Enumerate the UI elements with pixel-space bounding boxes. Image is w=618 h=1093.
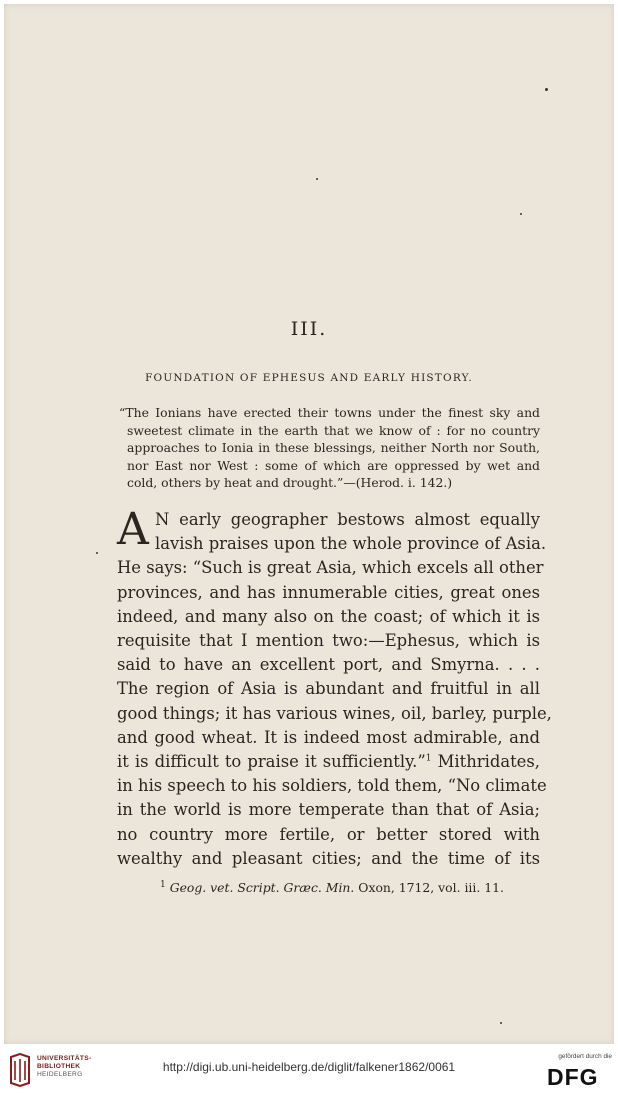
scan-speck bbox=[545, 88, 548, 91]
scan-speck bbox=[316, 178, 318, 180]
epigraph-line: nor East nor West : some of which are oppressed by wet and bbox=[127, 457, 540, 473]
scan-speck bbox=[520, 213, 522, 215]
scan-speck bbox=[500, 1022, 502, 1024]
body-line: in the world is more temperate than that of Asia; bbox=[117, 800, 540, 820]
source-url[interactable]: http://digi.ub.uni-heidelberg.de/diglit/falkener1862/0061 bbox=[162, 1060, 456, 1074]
body-line-text: it is difficult to praise it sufficiently.” bbox=[117, 752, 426, 772]
body-line: The region of Asia is abundant and fruitful in all bbox=[117, 679, 540, 699]
body-line: and good wheat. It is indeed most admirable, and bbox=[117, 727, 540, 747]
body-line: in his speech to his soldiers, told them, “No climate bbox=[117, 776, 547, 796]
epigraph-line: cold, others by heat and drought.”—(Herod. i. 142.) bbox=[127, 475, 453, 491]
footnote-marker: 1 bbox=[160, 879, 166, 890]
body-line: said to have an excellent port, and Smyrna. . . . bbox=[117, 655, 540, 675]
library-line: UNIVERSITÄTS- bbox=[37, 1055, 92, 1062]
footnote-rest: Oxon, 1712, vol. iii. 11. bbox=[358, 880, 504, 895]
library-line: HEIDELBERG bbox=[37, 1071, 83, 1078]
body-line: wealthy and pleasant cities; and the time of its bbox=[117, 848, 540, 868]
epigraph bbox=[119, 404, 540, 492]
scan-speck bbox=[96, 552, 98, 554]
epigraph-line: approaches to Ionia in these blessings, neither North nor South, bbox=[127, 440, 540, 456]
body-line-tail: Mithridates, bbox=[437, 752, 540, 772]
footnote-reference: 1 bbox=[425, 753, 432, 764]
body-line: indeed, and many also on the coast; of which it is bbox=[117, 606, 540, 626]
footnote bbox=[160, 880, 504, 895]
body-line: N early geographer bestows almost equally bbox=[155, 510, 540, 529]
library-line: BIBLIOTHEK bbox=[37, 1063, 81, 1070]
body-line: good things; it has various wines, oil, barley, purple, bbox=[117, 703, 552, 723]
footnote-italic: Geog. vet. Script. Græc. Min. bbox=[169, 880, 355, 895]
chapter-title: FOUNDATION OF EPHESUS AND EARLY HISTORY. bbox=[145, 372, 473, 384]
body-line: provinces, and has innumerable cities, great ones bbox=[117, 582, 540, 602]
funding-note: gefördert durch die bbox=[558, 1053, 612, 1060]
body-line bbox=[117, 750, 540, 774]
body-line: no country more fertile, or better stored with bbox=[117, 824, 540, 844]
epigraph-line: “The Ionians have erected their towns under the finest sky and bbox=[119, 405, 540, 420]
body-line: lavish praises upon the whole province of Asia. bbox=[155, 534, 547, 554]
body-line: requisite that I mention two:—Ephesus, which is bbox=[117, 631, 540, 651]
dfg-logo: DFG bbox=[547, 1064, 599, 1090]
epigraph-line: sweetest climate in the earth that we know of : for no country bbox=[127, 422, 540, 438]
body-text bbox=[117, 504, 552, 871]
body-line: He says: “Such is great Asia, which excels all other bbox=[117, 558, 544, 578]
chapter-number: III. bbox=[290, 318, 328, 340]
drop-cap: A bbox=[117, 504, 149, 555]
